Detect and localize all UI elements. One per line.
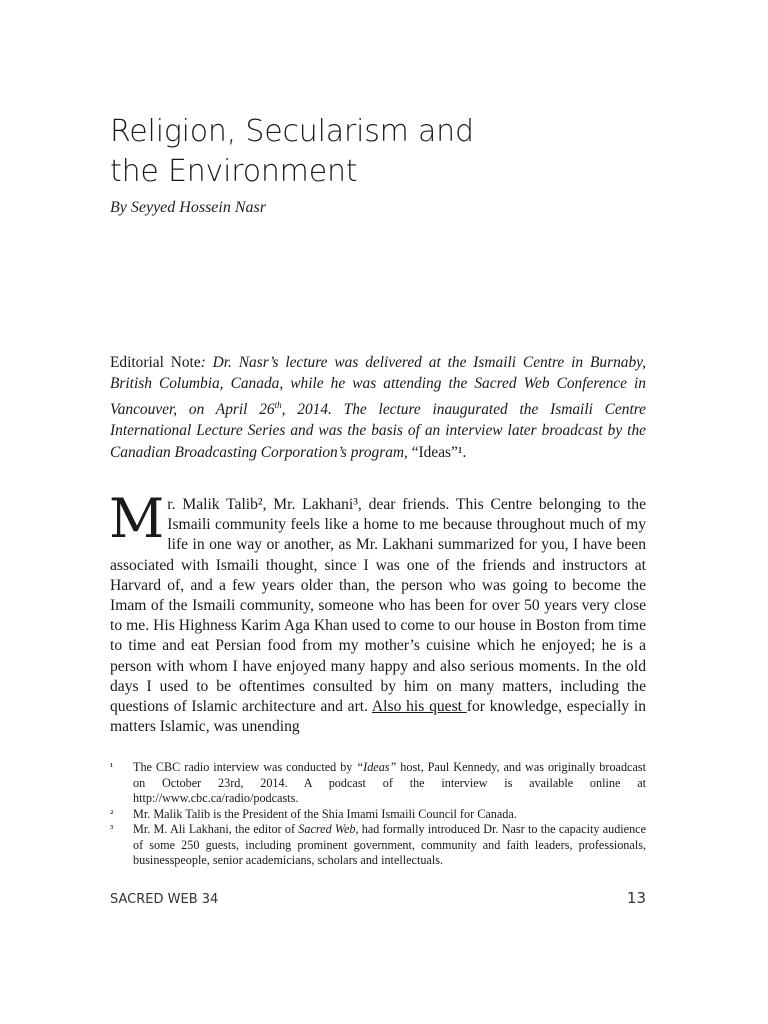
byline: By Seyyed Hossein Nasr [110,199,266,216]
body-paragraph [109,487,646,737]
editorial-note-text-b: , 2014. The lecture inaugurated the Ismaili Centre International Lecture Series and was the basis of an interview later broadcast by the Canadian Broadcasting Corporation’s program, [110,400,646,461]
title-line-1: Religion, Secularism and [110,114,474,149]
body-text-a: r. Malik Talib², Mr. Lakhani³, dear friends. This Centre belonging to the Ismaili community feels like a home to me because throughout much of my life in one way or another, as Mr. Lakhani summarized for you, I have been associated with Ismaili thought, since I was one of the friends and instructors at Harvard of, and a few years older than, the person who was going to become the Imam of the Ismaili community, someone who has been for over 50 years very close to me. His Highness Karim Aga Khan used to come to our house in Boston from time to time and eat Persian food from my mother’s cuisine which he enjoyed; he is a person with whom I have enjoyed many happy and also serious moments. In the old days I used to be oftentimes consulted by him on many matters, including the questions of Islamic architecture and art. [110,496,646,716]
footnote [110,822,646,869]
editorial-note [110,352,646,463]
footnote [110,760,646,807]
footnote-text-em: “Ideas” [356,760,397,774]
page-footer [110,889,646,907]
journal-name: SACRED WEB 34 [110,892,219,907]
page [110,0,646,1024]
footnote-number: ³ [110,823,114,835]
footnote-text-pre: Mr. Malik Talib is the President of the Shia Imami Ismaili Council for Canada. [133,806,517,821]
footnote-text [133,807,646,823]
body-underlined: Also his quest [371,698,467,716]
footnote-number: ² [110,807,114,820]
footnote-text-pre: Mr. M. Ali Lakhani, the editor of [133,822,299,836]
footnotes [110,760,646,869]
article-title [110,112,646,192]
page-number: 13 [626,889,646,907]
footnote [110,807,646,823]
body-text-b: for knowledge, especially in matters Islamic, was unending [110,698,646,736]
footnote-number: ¹ [110,761,114,773]
editorial-note-superscript: th [274,399,282,410]
title-line-2: the Environment [110,154,358,189]
editorial-note-label: Editorial Note [110,354,201,371]
footnote-text-pre: The CBC radio interview was conducted by [133,760,357,774]
footnote-text-post: host, Paul Kennedy, and was originally broadcast on October 23rd, 2014. A podcast of the interview is available online at http://www.cbc.ca/radio/podcasts. [133,760,647,805]
drop-cap: M [109,487,165,550]
footnote-text [133,760,646,807]
footnote-text-em: Sacred Web, [298,822,359,836]
editorial-note-program: “Ideas”¹. [411,443,467,461]
footnote-text [133,822,646,869]
footnote-text-post: had formally introduced Dr. Nasr to the capacity audience of some 250 guests, including prominent government, community and faith leaders, professionals, businesspeople, senior academicians, scholars and intellectuals. [133,822,646,867]
editorial-note-text-a: : Dr. Nasr’s lecture was delivered at the Ismaili Centre in Burnaby, British Columbia, Canada, while he was attending the Sacred Web Conference in Vancouver, on April 26 [110,354,646,418]
